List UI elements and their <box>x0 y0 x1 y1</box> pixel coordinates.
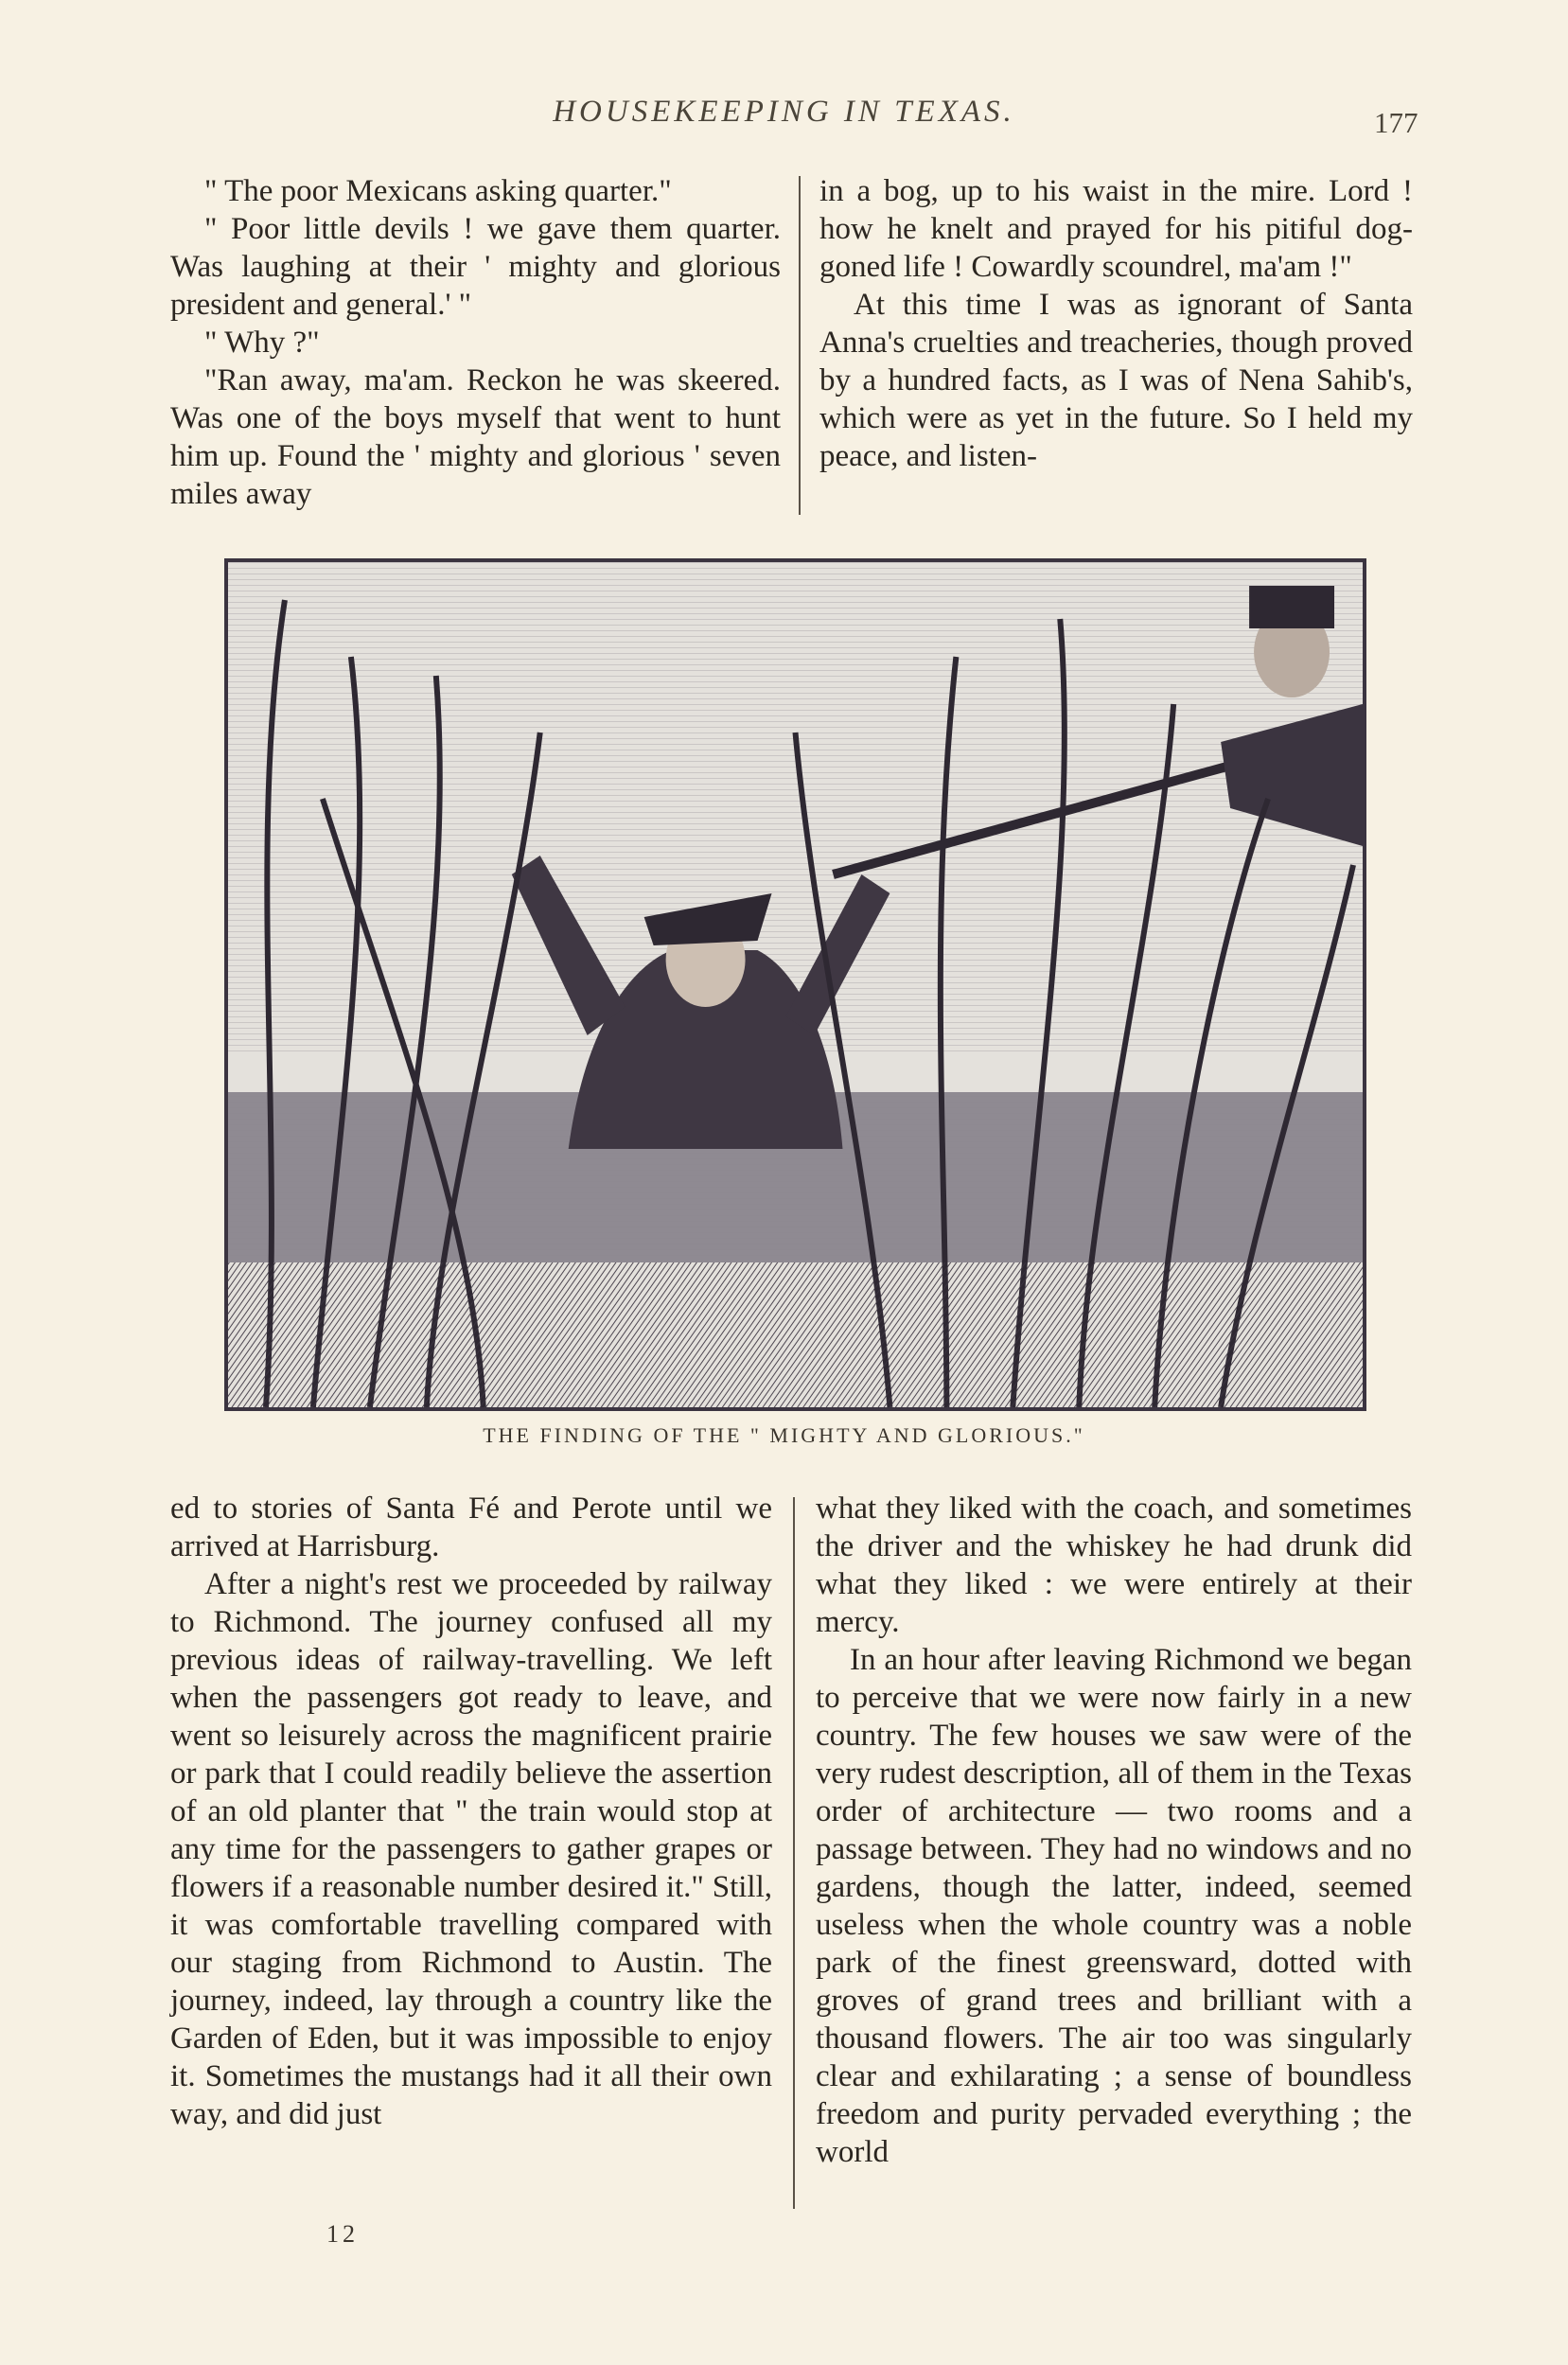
paragraph: what they liked with the coach, and sometimes the driver and the whiskey he had drunk did what they liked : we were entirely at their mercy. <box>816 1491 1412 1639</box>
paragraph: " Poor little devils ! we gave them quarter. Was laughing at their ' mighty and glorious president and general.' " <box>170 212 781 322</box>
illustration-caption: THE FINDING OF THE " MIGHTY AND GLORIOUS." <box>483 1423 1085 1447</box>
page-number: 177 <box>1374 106 1418 139</box>
column-divider <box>793 1497 795 2209</box>
signature-mark: 12 <box>326 2220 359 2248</box>
text-column-top-right <box>819 172 1413 475</box>
running-title: HOUSEKEEPING IN TEXAS. <box>553 95 1015 129</box>
paragraph: At this time I was as ignorant of Santa Anna's cruelties and treacheries, though proved by a hundred facts, as I was of Nena Sahib's, which were as yet in the future. So I held my peace, and listen- <box>819 288 1413 473</box>
text-column-bottom-left <box>170 1490 772 2133</box>
paragraph: " Why ?" <box>204 326 320 360</box>
rescuer-hat <box>1249 586 1334 628</box>
text-column-top-left <box>170 172 781 513</box>
paragraph: " The poor Mexicans asking quarter." <box>204 174 672 208</box>
paragraph: In an hour after leaving Richmond we began to perceive that we were now fairly in a new country. The few houses we saw were of the very rudest description, all of them in the Texas order of architecture — two rooms and a passage between. They had no windows and no gardens, though the latter, indeed, seemed useless when the whole country was a noble park of the finest greensward, dotted with groves of grand trees and brilliant with a thousand flowers. The air too was singularly clear and exhilarating ; a sense of boundless freedom and purity pervaded everything ; the world <box>816 1643 1412 2169</box>
paragraph: in a bog, up to his waist in the mire. Lord ! how he knelt and prayed for his pitiful dog-goned life ! Cowardly scoundrel, ma'am !" <box>819 174 1413 284</box>
engraving-illustration <box>224 558 1366 1411</box>
text-column-bottom-right <box>816 1490 1412 2171</box>
engraving-scene <box>228 562 1363 1407</box>
foreground-grass <box>228 1262 1363 1407</box>
paragraph: After a night's rest we proceeded by railway to Richmond. The journey confused all my previous ideas of railway-travelling. We left when the passengers got ready to leave, and went so leisurely across the magnificent prairie or park that I could readily believe the assertion of an old planter that " the train would stop at any time for the passengers to gather grapes or flowers if a reasonable number desired it." Still, it was comfortable travelling compared with our staging from Richmond to Austin. The journey, indeed, lay through a country like the Garden of Eden, but it was impossible to enjoy it. Sometimes the mustangs had it all their own way, and did just <box>170 1567 772 2131</box>
column-divider <box>799 176 801 515</box>
paragraph: ed to stories of Santa Fé and Perote until we arrived at Harrisburg. <box>170 1491 772 1563</box>
paragraph: "Ran away, ma'am. Reckon he was skeered. Was one of the boys myself that went to hunt him up. Found the ' mighty and glorious ' seven miles away <box>170 363 781 511</box>
